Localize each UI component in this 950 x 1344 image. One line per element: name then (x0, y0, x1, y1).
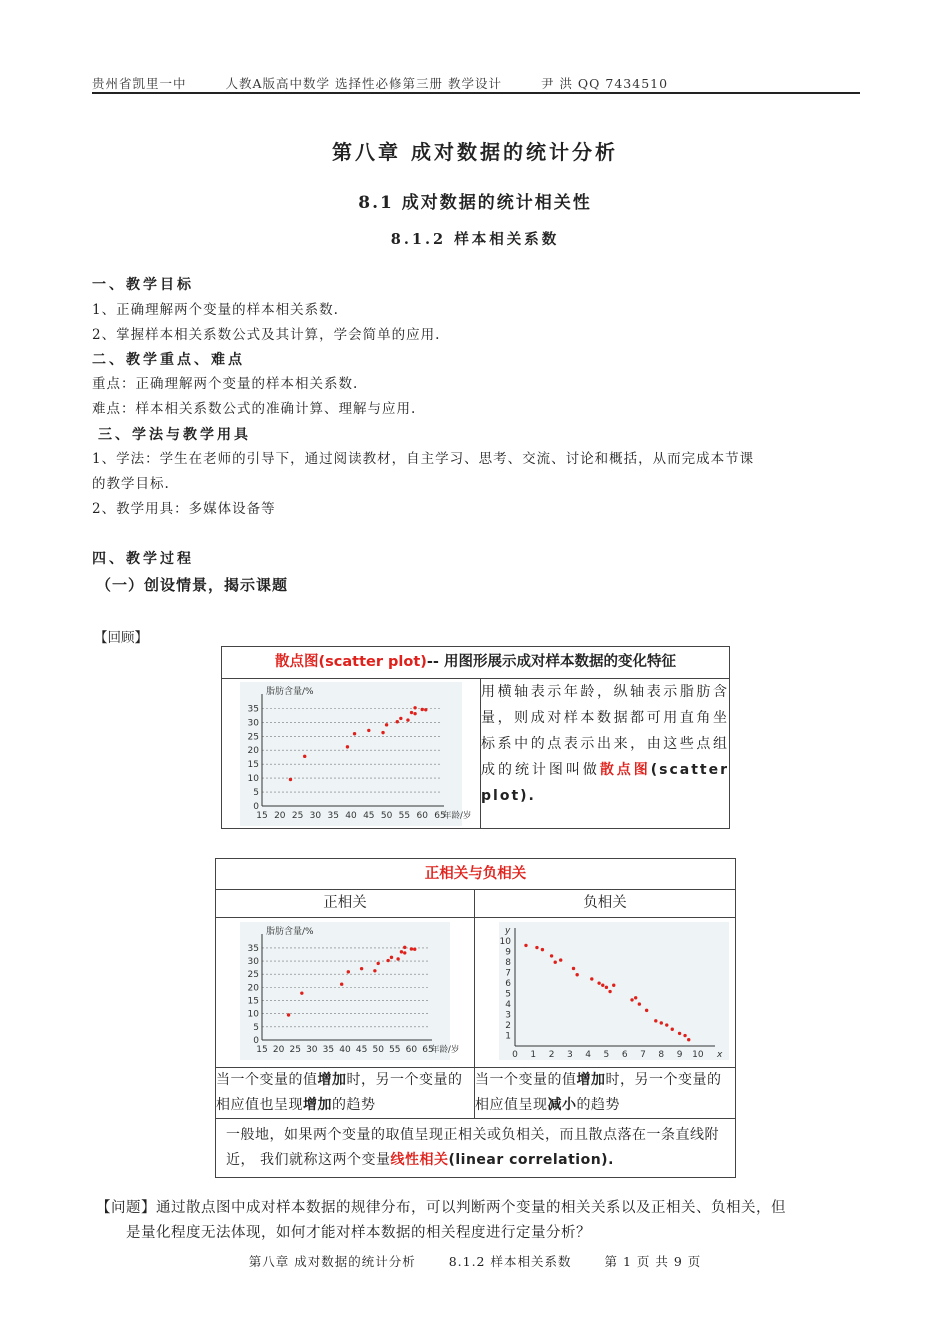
x-tick-label: 15 (256, 1045, 268, 1055)
neg-desc-text: 当一个变量的值 (475, 1072, 577, 1088)
header-rule (92, 92, 860, 94)
chapter-title: 第八章 成对数据的统计分析 (332, 140, 618, 164)
data-point (373, 969, 376, 972)
x-tick-label: 45 (363, 811, 375, 821)
data-point (660, 1021, 663, 1024)
pos-desc-bold: 增加 (303, 1097, 332, 1113)
data-point (645, 1009, 648, 1012)
x-tick-label: 35 (322, 1045, 335, 1055)
data-point (287, 1013, 290, 1016)
pos-desc-text: 时，另一个变量的相应值也呈现 (216, 1072, 463, 1113)
scatter-desc-red: 散点图 (599, 762, 651, 778)
neg-desc-text: 的趋势 (576, 1097, 620, 1113)
col-negative: 负相关 (475, 890, 736, 918)
x-tick-label: 55 (389, 1045, 401, 1055)
pos-desc-bold: 增加 (317, 1072, 347, 1088)
data-point (381, 731, 384, 734)
y-axis-label: 脂肪含量/% (266, 927, 314, 937)
data-point (413, 706, 416, 709)
data-point (605, 986, 608, 989)
methods-line: 1、学法：学生在老师的引导下，通过阅读教材，自主学习、思考、交流、讨论和概括，从而完成本节课 (92, 451, 755, 467)
x-tick-label: 8 (658, 1050, 665, 1060)
process-subheading: （一）创设情景，揭示课题 (96, 576, 289, 594)
x-tick-label: 45 (355, 1045, 368, 1055)
fat-age-scatter-chart (240, 682, 472, 826)
positive-scatter-chart (240, 922, 460, 1060)
goals-heading: 一、教学目标 (92, 277, 194, 293)
x-tick-label: 0 (512, 1050, 518, 1060)
y-tick-label: 30 (247, 718, 259, 729)
y-tick-label: 5 (253, 1022, 259, 1033)
summary-text: 一般地，如果两个变量的取值呈现正相关或负相关，而且散点落在一条直线附近， 我们就称这两个变量 (226, 1127, 719, 1168)
correlation-table-title: 正相关与负相关 (216, 859, 736, 890)
keypoint-item: 重点：正确理解两个变量的样本相关系数. (92, 376, 359, 392)
process-heading: 四、教学过程 (92, 551, 194, 567)
chart-background (499, 922, 729, 1060)
x-tick-label: 2 (548, 1050, 555, 1060)
y-tick-label: 25 (247, 970, 259, 981)
chart-background (240, 682, 462, 826)
y-tick-label: 10 (247, 1009, 259, 1020)
scatter-plot-table (221, 646, 730, 829)
data-point (396, 720, 399, 723)
data-point (410, 947, 413, 950)
data-point (347, 970, 350, 973)
problem-line: 是量化程度无法体现，如何才能对样本数据的相关程度进行定量分析？ (126, 1225, 591, 1241)
y-tick-label: 20 (247, 746, 259, 757)
neg-desc-text: 时，另一个变量的相应值呈现 (475, 1072, 722, 1113)
goal-item: 2、掌握样本相关系数公式及其计算，学会简单的应用. (92, 327, 441, 343)
footer-page: 第 1 页 共 9 页 (604, 1254, 702, 1269)
data-point (601, 984, 604, 987)
col-positive: 正相关 (216, 890, 475, 918)
neg-desc-bold: 增加 (576, 1072, 606, 1088)
data-point (541, 948, 544, 951)
data-point (590, 977, 593, 980)
pos-desc-text: 当一个变量的值 (216, 1072, 318, 1088)
y-tick-label: 5 (505, 989, 511, 1000)
x-axis-label: 年龄/岁 (443, 811, 472, 821)
x-tick-label: 40 (345, 811, 357, 821)
data-point (399, 717, 402, 720)
y-tick-label: 3 (505, 1010, 511, 1021)
data-point (346, 745, 349, 748)
x-tick-label: 35 (327, 811, 339, 821)
data-point (630, 998, 633, 1001)
x-tick-label: 5 (603, 1050, 610, 1060)
x-axis-label: 年龄/岁 (431, 1045, 460, 1055)
footer-section: 8.1.2 样本相关系数 (448, 1254, 572, 1269)
data-point (665, 1023, 668, 1026)
x-tick-label: 25 (291, 811, 304, 821)
header-author: 尹 洪 QQ 7434510 (540, 76, 669, 91)
y-tick-label: 10 (499, 937, 511, 948)
keypoint-item: 难点：样本相关系数公式的准确计算、理解与应用. (92, 401, 417, 417)
x-tick-label: 9 (676, 1050, 683, 1060)
x-tick-label: 10 (692, 1050, 704, 1060)
x-tick-label: 60 (416, 811, 428, 821)
summary-bold: (linear correlation). (448, 1152, 614, 1168)
data-point (385, 723, 388, 726)
y-tick-label: 15 (247, 760, 259, 771)
footer-chapter: 第八章 成对数据的统计分析 (248, 1254, 416, 1269)
negative-description (475, 1068, 736, 1119)
y-tick-label: 30 (247, 957, 259, 968)
scatter-description (481, 679, 730, 829)
data-point (687, 1038, 690, 1041)
data-point (410, 711, 413, 714)
chart-background (240, 922, 450, 1060)
data-point (421, 708, 424, 711)
data-point (403, 946, 406, 949)
y-tick-label: 20 (247, 983, 259, 994)
goal-item: 1、正确理解两个变量的样本相关系数. (92, 302, 339, 318)
y-tick-label: 2 (505, 1021, 511, 1032)
data-point (303, 755, 306, 758)
positive-description (216, 1068, 475, 1119)
negative-chart-cell (475, 918, 736, 1068)
x-tick-label: 1 (530, 1050, 537, 1060)
y-tick-label: 9 (505, 947, 511, 958)
x-tick-label: 60 (405, 1045, 418, 1055)
methods-heading: 三、学法与教学用具 (98, 427, 251, 443)
y-tick-label: 15 (247, 996, 259, 1007)
data-point (554, 960, 557, 963)
x-tick-label: 15 (256, 811, 268, 821)
y-tick-label: 25 (247, 732, 259, 743)
correlation-summary (216, 1119, 736, 1178)
data-point (634, 996, 637, 999)
data-point (390, 956, 393, 959)
x-tick-label: 50 (372, 1045, 384, 1055)
scatter-desc-text: 用横轴表示年龄，纵轴表示脂肪含量，则成对样本数据都可用直角坐标系中的点表示出来，由这些点组成的统计图叫做 (481, 684, 729, 778)
x-tick-label: 4 (585, 1050, 592, 1060)
data-point (559, 958, 562, 961)
x-tick-label: 25 (289, 1045, 301, 1055)
header-school: 贵州省凯里一中 (92, 76, 187, 91)
data-point (683, 1034, 686, 1037)
data-point (406, 718, 409, 721)
x-tick-label: 3 (566, 1050, 573, 1060)
y-axis-label: 脂肪含量/% (266, 687, 314, 697)
scatter-chart-cell (222, 679, 481, 829)
page-header (92, 74, 702, 92)
data-point (524, 944, 527, 947)
y-tick-label: 6 (505, 979, 511, 990)
summary-red: 线性相关 (390, 1152, 449, 1168)
x-tick-label: 7 (640, 1050, 646, 1060)
data-point (300, 991, 303, 994)
data-point (403, 951, 406, 954)
x-tick-label: 20 (274, 811, 286, 821)
x-tick-label: 20 (272, 1045, 285, 1055)
y-tick-label: 8 (505, 958, 511, 969)
x-tick-label: 30 (309, 811, 322, 821)
x-tick-label: 65 (434, 811, 446, 821)
positive-chart-cell (216, 918, 475, 1068)
data-point (353, 732, 356, 735)
scatter-table-title (222, 647, 730, 679)
data-point (550, 954, 553, 957)
data-point (377, 962, 380, 965)
x-tick-label: 6 (621, 1050, 628, 1060)
data-point (396, 957, 399, 960)
data-point (608, 990, 611, 993)
scatter-title-red: 散点图(scatter plot) (275, 654, 427, 670)
page-footer (0, 1252, 950, 1270)
data-point (367, 729, 370, 732)
x-tick-label: 55 (398, 811, 411, 821)
y-tick-label: 35 (247, 943, 259, 954)
data-point (360, 967, 363, 970)
data-point (289, 778, 292, 781)
x-tick-label: 50 (380, 811, 393, 821)
header-book: 人教A版高中数学 选择性必修第三册 教学设计 (225, 76, 502, 91)
data-point (671, 1028, 674, 1031)
data-point (572, 967, 575, 970)
methods-line: 的教学目标. (92, 476, 170, 492)
y-tick-label: 5 (253, 788, 259, 799)
data-point (535, 946, 538, 949)
data-point (413, 712, 416, 715)
data-point (575, 973, 578, 976)
data-point (386, 959, 389, 962)
negative-scatter-chart (499, 922, 729, 1060)
data-point (654, 1019, 657, 1022)
y-tick-label: 7 (505, 968, 511, 979)
y-tick-label: 4 (505, 1000, 511, 1011)
data-point (597, 981, 600, 984)
x-tick-label: 65 (422, 1045, 434, 1055)
section-title: 8.1 成对数据的统计相关性 (358, 193, 592, 213)
scatter-desc-bold: (scatter plot). (481, 762, 730, 804)
y-tick-label: 0 (253, 1036, 259, 1046)
data-point (678, 1032, 681, 1035)
data-point (612, 984, 615, 987)
methods-line: 2、教学用具：多媒体设备等 (92, 501, 276, 517)
y-tick-label: 0 (253, 802, 259, 812)
problem-paragraph (96, 1196, 866, 1246)
x-tick-label: 40 (339, 1045, 351, 1055)
x-tick-label: 30 (306, 1045, 318, 1055)
problem-line: 【问题】通过散点图中成对样本数据的规律分布，可以判断两个变量的相关关系以及正相关、负相关，但 (96, 1200, 786, 1216)
y-tick-label: 1 (505, 1031, 511, 1042)
data-point (340, 983, 343, 986)
neg-desc-bold: 减小 (547, 1097, 577, 1113)
review-label: 【回顾】 (94, 630, 148, 646)
keypoints-heading: 二、教学重点、难点 (92, 352, 245, 368)
pos-desc-text: 的趋势 (332, 1097, 376, 1113)
data-point (413, 948, 416, 951)
scatter-title-rest: -- 用图形展示成对样本数据的变化特征 (426, 654, 676, 670)
data-point (400, 950, 403, 953)
y-axis-label: y (505, 926, 511, 936)
correlation-table (215, 858, 736, 1178)
y-tick-label: 35 (247, 704, 259, 715)
subsection-title: 8.1.2 样本相关系数 (390, 231, 560, 248)
x-axis-label: x (717, 1050, 723, 1060)
data-point (638, 1002, 641, 1005)
data-point (424, 708, 427, 711)
y-tick-label: 10 (247, 774, 259, 785)
